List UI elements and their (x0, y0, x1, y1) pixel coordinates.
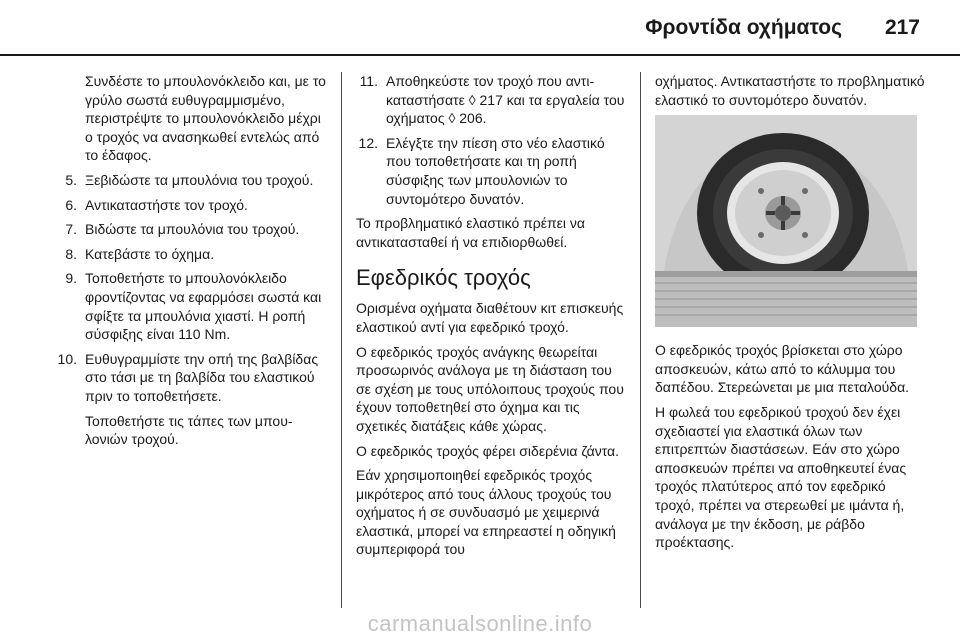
list-item (33, 196, 328, 215)
item-text: Αποθηκεύστε τον τροχό που αντικαταστήσατε ◊ 217 και τα εργαλεία του οχήματος ◊ 206. (386, 73, 625, 127)
paragraph: Ο εφεδρικός τροχός ανάγκης θεωρείται προσωρινός ανάλογα με τη διάσταση του σε σχέση με τους υπόλοιπους τροχούς που έχουν τοποθετηθεί στο όχημα και τις σχετικές διατάξεις κάθε χώρας. (356, 343, 624, 434)
column-left (33, 72, 328, 455)
spare-wheel-image (655, 115, 917, 327)
header-divider (0, 54, 960, 56)
item-number: 11. (359, 73, 378, 89)
section-heading: Εφεδρικός τροχός (356, 265, 531, 291)
list-item (33, 220, 328, 239)
item-text: Ελέγξτε την πίεση στο νέο ελαστικό που τοποθετήσατε και τη ροπή σύσφιξης των μπουλονιών το συντομότερο δυνατόν. (386, 134, 605, 207)
watermark: carmanualsonline.info (367, 611, 593, 636)
after-paragraph: Τοποθετήστε τις τάπες των μπουλονιών τροχού. (85, 412, 293, 448)
page-header-title: Φροντίδα οχήματος (645, 16, 842, 39)
list-item (33, 171, 328, 190)
item-number: 8. (65, 245, 77, 262)
column-middle (356, 72, 628, 565)
list-item (33, 245, 328, 264)
item-text: Κατεβάστε το όχημα. (85, 245, 215, 262)
item-number: 12. (358, 134, 378, 151)
paragraph: Ο εφεδρικός τροχός βρίσκεται στο χώρο αποσκευών, κάτω από το κάλυμμα του δαπέδου. Στερεώνεται με μια πεταλούδα. (655, 342, 910, 396)
item-number: 9. (65, 270, 77, 287)
item-text: Ευθυγραμμίστε την οπή της βαλβίδας στο τάσι με τη βαλβίδα του ελαστικού πριν το τοποθετήσετε. (85, 350, 319, 404)
spare-wheel-illustration (655, 115, 917, 327)
item-number: 6. (65, 196, 77, 213)
list-item (356, 134, 628, 208)
paragraph: Ορισμένα οχήματα διαθέτουν κιτ επισκευής ελαστικού αντί για εφεδρικό τροχό. (356, 300, 624, 335)
item-text: Αντικαταστήστε τον τροχό. (85, 196, 248, 213)
item-text: Ξεβιδώστε τα μπουλόνια του τροχού. (85, 171, 314, 188)
paragraph: Η φωλεά του εφεδρικού τροχού δεν έχει σχεδιαστεί για ελαστικά όλων των επιτρεπτών διαστάσεων. Εάν στο χώρο αποσκευών πρέπει να αποθηκευτεί ένας τροχός πλατύτερος από τον εφεδρικό τροχό, πρέπει να στερεωθεί με ιμάντα ή, ανάλογα με την έκδοση, με ράβδο προέκτασης. (655, 403, 907, 551)
paragraph: Το προβληματικό ελαστικό πρέπει να αντικατασταθεί ή να επιδιορθωθεί. (356, 215, 586, 250)
list-item (356, 72, 628, 128)
item-number: 7. (65, 221, 77, 238)
column-divider (341, 72, 342, 608)
item-text: Βιδώστε τα μπουλόνια του τροχού. (85, 221, 300, 238)
item-number: 10. (57, 350, 77, 367)
intro-paragraph: Συνδέστε το μπουλονόκλειδο και, με το γρύλο σωστά ευθυγραμμισμένο, περιστρέψτε το μπουλονόκλειδο μέχρι ο τροχός να ανασηκωθεί εντελώς από το έδαφος. (85, 73, 326, 164)
item-text: Τοποθετήστε το μπουλονόκλειδο φροντίζοντας να εφαρμόσει σωστά και σφίξτε τα μπουλόνια χιαστί. Η ροπή σύσφιξης είναι 110 Nm. (85, 270, 322, 343)
page-number: 217 (884, 16, 920, 39)
list-item (33, 269, 328, 343)
item-number: 5. (65, 171, 77, 188)
column-right (655, 72, 927, 558)
paragraph: Ο εφεδρικός τροχός φέρει σιδερένια ζάντα. (356, 442, 620, 459)
list-item (33, 350, 328, 406)
paragraph: οχήματος. Αντικαταστήστε το προβληματικό ελαστικό το συντομότερο δυνατόν. (655, 73, 925, 108)
column-divider (640, 72, 641, 608)
paragraph: Εάν χρησιμοποιηθεί εφεδρικός τροχός μικρότερος από τους άλλους τροχούς του οχήματος ή σε συνδυασμό με χειμερινά ελαστικά, μπορεί να επηρεαστεί η οδηγική συμπεριφορά του (356, 467, 616, 558)
